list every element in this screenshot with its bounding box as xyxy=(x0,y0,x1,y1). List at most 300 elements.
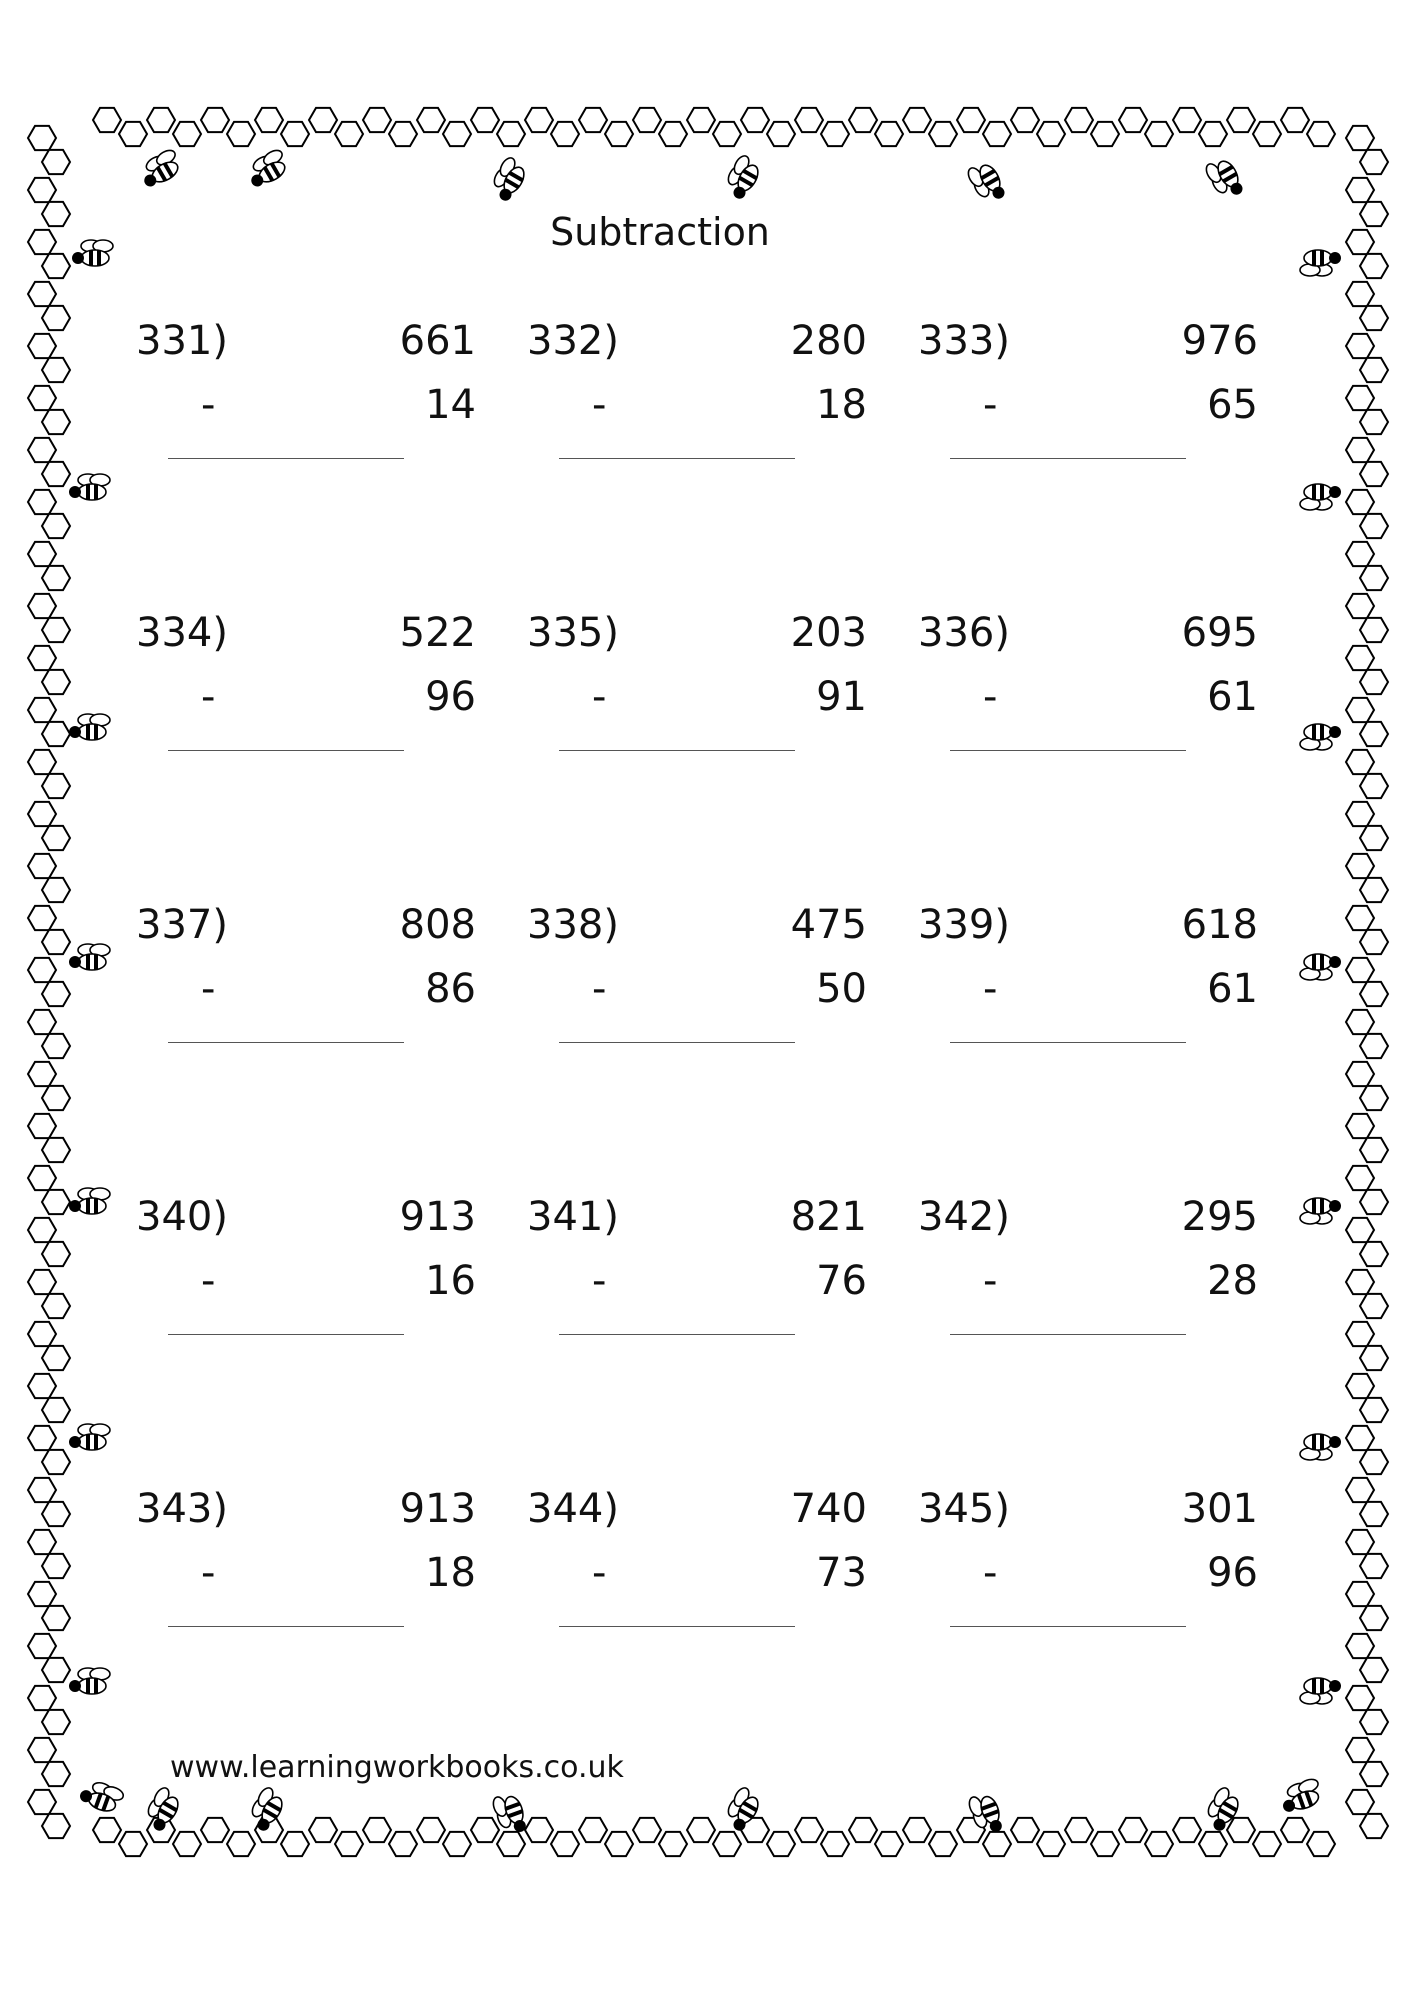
honeycomb-cell-icon xyxy=(767,1832,795,1856)
honeycomb-cell-icon xyxy=(741,108,769,132)
honeycomb-cell-icon xyxy=(1281,108,1309,132)
honeycomb-cell-icon xyxy=(1360,1034,1388,1058)
honeycomb-cell-icon xyxy=(1346,542,1374,566)
honeycomb-cell-icon xyxy=(1346,490,1374,514)
answer-line xyxy=(950,1626,1186,1627)
honeycomb-cell-icon xyxy=(983,122,1011,146)
honeycomb-cell-icon xyxy=(579,108,607,132)
honeycomb-cell-icon xyxy=(1346,438,1374,462)
honeycomb-cell-icon xyxy=(42,1606,70,1630)
problem-number: 343) xyxy=(136,1486,228,1532)
problem-number: 339) xyxy=(918,902,1010,948)
bee-icon xyxy=(1277,1777,1324,1815)
honeycomb-cell-icon xyxy=(42,1398,70,1422)
honeycomb-cell-icon xyxy=(1199,1832,1227,1856)
honeycomb-cell-icon xyxy=(309,1818,337,1842)
problem-item xyxy=(136,902,496,1102)
honeycomb-cell-icon xyxy=(28,958,56,982)
honeycomb-cell-icon xyxy=(1360,670,1388,694)
honeycomb-cell-icon xyxy=(42,982,70,1006)
honeycomb-cell-icon xyxy=(28,1270,56,1294)
honeycomb-cell-icon xyxy=(1346,1218,1374,1242)
problem-item xyxy=(918,610,1278,810)
honeycomb-cell-icon xyxy=(417,1818,445,1842)
honeycomb-cell-icon xyxy=(28,438,56,462)
honeycomb-cell-icon xyxy=(1346,646,1374,670)
honeycomb-cell-icon xyxy=(1346,126,1374,150)
subtrahend: 96 xyxy=(1207,1550,1258,1596)
honeycomb-cell-icon xyxy=(28,1790,56,1814)
subtrahend: 16 xyxy=(425,1258,476,1304)
honeycomb-cell-icon xyxy=(713,122,741,146)
honeycomb-cell-icon xyxy=(42,1294,70,1318)
answer-line xyxy=(168,750,404,751)
honeycomb-cell-icon xyxy=(1307,1832,1335,1856)
minus-sign: - xyxy=(592,1258,607,1304)
honeycomb-cell-icon xyxy=(28,178,56,202)
honeycomb-cell-icon xyxy=(1091,122,1119,146)
problem-item xyxy=(527,318,887,518)
problem-item xyxy=(918,1194,1278,1394)
problem-item xyxy=(136,318,496,518)
problem-item xyxy=(527,902,887,1102)
honeycomb-cell-icon xyxy=(28,542,56,566)
honeycomb-cell-icon xyxy=(605,122,633,146)
honeycomb-cell-icon xyxy=(42,358,70,382)
honeycomb-cell-icon xyxy=(1346,1062,1374,1086)
honeycomb-cell-icon xyxy=(1346,958,1374,982)
problem-number: 341) xyxy=(527,1194,619,1240)
honeycomb-cell-icon xyxy=(1346,1738,1374,1762)
honeycomb-cell-icon xyxy=(633,108,661,132)
honeycomb-cell-icon xyxy=(309,108,337,132)
honeycomb-cell-icon xyxy=(767,122,795,146)
honeycomb-cell-icon xyxy=(42,1086,70,1110)
honeycomb-cell-icon xyxy=(28,1478,56,1502)
minus-sign: - xyxy=(983,1258,998,1304)
bee-icon xyxy=(1300,724,1341,750)
honeycomb-cell-icon xyxy=(1011,108,1039,132)
subtrahend: 91 xyxy=(816,674,867,720)
honeycomb-cell-icon xyxy=(1360,878,1388,902)
honeycomb-cell-icon xyxy=(1227,108,1255,132)
honeycomb-cell-icon xyxy=(42,1034,70,1058)
honeycomb-cell-icon xyxy=(28,1738,56,1762)
honeycomb-cell-icon xyxy=(42,1138,70,1162)
honeycomb-cell-icon xyxy=(201,108,229,132)
honeycomb-cell-icon xyxy=(1346,1114,1374,1138)
honeycomb-cell-icon xyxy=(795,108,823,132)
minus-sign: - xyxy=(983,1550,998,1596)
honeycomb-cell-icon xyxy=(93,1818,121,1842)
honeycomb-cell-icon xyxy=(1360,306,1388,330)
minuend: 522 xyxy=(399,610,476,656)
honeycomb-cell-icon xyxy=(687,108,715,132)
honeycomb-cell-icon xyxy=(227,122,255,146)
honeycomb-cell-icon xyxy=(1281,1818,1309,1842)
answer-line xyxy=(559,458,795,459)
honeycomb-cell-icon xyxy=(1360,1138,1388,1162)
honeycomb-cell-icon xyxy=(1346,750,1374,774)
honeycomb-cell-icon xyxy=(1346,1374,1374,1398)
honeycomb-cell-icon xyxy=(28,750,56,774)
honeycomb-cell-icon xyxy=(1065,1818,1093,1842)
honeycomb-cell-icon xyxy=(1360,1814,1388,1838)
bee-icon xyxy=(487,155,530,204)
honeycomb-cell-icon xyxy=(42,1762,70,1786)
honeycomb-cell-icon xyxy=(1360,982,1388,1006)
honeycomb-cell-icon xyxy=(1346,1634,1374,1658)
honeycomb-cell-icon xyxy=(821,1832,849,1856)
honeycomb-cell-icon xyxy=(795,1818,823,1842)
honeycomb-cell-icon xyxy=(983,1832,1011,1856)
honeycomb-cell-icon xyxy=(1360,1294,1388,1318)
bee-icon xyxy=(69,1424,110,1450)
honeycomb-cell-icon xyxy=(849,1818,877,1842)
honeycomb-cell-icon xyxy=(525,108,553,132)
honeycomb-cell-icon xyxy=(1360,1086,1388,1110)
honeycomb-cell-icon xyxy=(1346,1478,1374,1502)
honeycomb-cell-icon xyxy=(1346,1010,1374,1034)
answer-line xyxy=(168,458,404,459)
bee-icon xyxy=(721,153,764,202)
problem-item xyxy=(918,902,1278,1102)
honeycomb-cell-icon xyxy=(147,108,175,132)
problem-number: 344) xyxy=(527,1486,619,1532)
honeycomb-cell-icon xyxy=(929,122,957,146)
honeycomb-cell-icon xyxy=(42,774,70,798)
bee-icon xyxy=(69,714,110,740)
honeycomb-cell-icon xyxy=(1346,386,1374,410)
honeycomb-cell-icon xyxy=(1199,122,1227,146)
bee-icon xyxy=(1300,954,1341,980)
honeycomb-cell-icon xyxy=(497,122,525,146)
honeycomb-cell-icon xyxy=(417,108,445,132)
honeycomb-cell-icon xyxy=(1091,1832,1119,1856)
honeycomb-cell-icon xyxy=(42,566,70,590)
honeycomb-cell-icon xyxy=(875,1832,903,1856)
honeycomb-cell-icon xyxy=(1346,1426,1374,1450)
honeycomb-cell-icon xyxy=(1227,1818,1255,1842)
honeycomb-cell-icon xyxy=(1360,254,1388,278)
honeycomb-cell-icon xyxy=(1037,122,1065,146)
honeycomb-cell-icon xyxy=(1346,282,1374,306)
honeycomb-cell-icon xyxy=(28,1010,56,1034)
honeycomb-cell-icon xyxy=(659,1832,687,1856)
bee-icon xyxy=(1300,1434,1341,1460)
honeycomb-cell-icon xyxy=(713,1832,741,1856)
honeycomb-cell-icon xyxy=(1346,594,1374,618)
honeycomb-cell-icon xyxy=(659,122,687,146)
problem-item xyxy=(136,1486,496,1686)
minus-sign: - xyxy=(201,674,216,720)
honeycomb-cell-icon xyxy=(1346,802,1374,826)
minuend: 301 xyxy=(1181,1486,1258,1532)
subtrahend: 86 xyxy=(425,966,476,1012)
answer-line xyxy=(559,1334,795,1335)
honeycomb-cell-icon xyxy=(28,854,56,878)
problem-number: 334) xyxy=(136,610,228,656)
honeycomb-cell-icon xyxy=(28,1374,56,1398)
minus-sign: - xyxy=(983,382,998,428)
honeycomb-cell-icon xyxy=(42,1814,70,1838)
subtrahend: 73 xyxy=(816,1550,867,1596)
honeycomb-cell-icon xyxy=(28,1114,56,1138)
subtrahend: 18 xyxy=(816,382,867,428)
honeycomb-cell-icon xyxy=(1346,854,1374,878)
honeycomb-cell-icon xyxy=(471,1818,499,1842)
subtrahend: 76 xyxy=(816,1258,867,1304)
honeycomb-cell-icon xyxy=(363,1818,391,1842)
bee-icon xyxy=(1300,1198,1341,1224)
honeycomb-cell-icon xyxy=(42,1554,70,1578)
problem-number: 335) xyxy=(527,610,619,656)
honeycomb-cell-icon xyxy=(903,1818,931,1842)
answer-line xyxy=(559,1042,795,1043)
honeycomb-cell-icon xyxy=(1037,1832,1065,1856)
bee-icon xyxy=(69,474,110,500)
honeycomb-cell-icon xyxy=(281,1832,309,1856)
answer-line xyxy=(950,1042,1186,1043)
honeycomb-cell-icon xyxy=(173,122,201,146)
answer-line xyxy=(950,750,1186,751)
honeycomb-cell-icon xyxy=(335,1832,363,1856)
answer-line xyxy=(950,1334,1186,1335)
honeycomb-cell-icon xyxy=(389,1832,417,1856)
bee-icon xyxy=(69,944,110,970)
bee-icon xyxy=(78,1777,125,1815)
honeycomb-cell-icon xyxy=(42,1450,70,1474)
minus-sign: - xyxy=(201,966,216,1012)
bee-icon xyxy=(965,158,1008,207)
bee-icon xyxy=(69,1668,110,1694)
subtrahend: 96 xyxy=(425,674,476,720)
bee-icon xyxy=(136,147,185,190)
honeycomb-cell-icon xyxy=(42,1242,70,1266)
honeycomb-cell-icon xyxy=(1360,514,1388,538)
honeycomb-cell-icon xyxy=(1253,1832,1281,1856)
problem-item xyxy=(918,318,1278,518)
honeycomb-cell-icon xyxy=(1360,1658,1388,1682)
problem-number: 345) xyxy=(918,1486,1010,1532)
honeycomb-cell-icon xyxy=(443,1832,471,1856)
bee-icon xyxy=(1300,484,1341,510)
honeycomb-cell-icon xyxy=(1360,566,1388,590)
honeycomb-cell-icon xyxy=(1360,1606,1388,1630)
honeycomb-cell-icon xyxy=(28,698,56,722)
minus-sign: - xyxy=(592,382,607,428)
honeycomb-cell-icon xyxy=(443,122,471,146)
honeycomb-cell-icon xyxy=(42,618,70,642)
honeycomb-cell-icon xyxy=(1307,122,1335,146)
problem-number: 337) xyxy=(136,902,228,948)
problem-item xyxy=(918,1486,1278,1686)
honeycomb-cell-icon xyxy=(42,826,70,850)
problem-number: 342) xyxy=(918,1194,1010,1240)
honeycomb-cell-icon xyxy=(255,108,283,132)
honeycomb-cell-icon xyxy=(119,122,147,146)
honeycomb-cell-icon xyxy=(579,1818,607,1842)
honeycomb-cell-icon xyxy=(93,108,121,132)
minus-sign: - xyxy=(983,674,998,720)
bee-icon xyxy=(1300,1678,1341,1704)
honeycomb-cell-icon xyxy=(281,122,309,146)
minus-sign: - xyxy=(201,1550,216,1596)
minuend: 695 xyxy=(1181,610,1258,656)
honeycomb-cell-icon xyxy=(849,108,877,132)
problem-number: 340) xyxy=(136,1194,228,1240)
honeycomb-cell-icon xyxy=(1360,1502,1388,1526)
minus-sign: - xyxy=(201,1258,216,1304)
minuend: 913 xyxy=(399,1486,476,1532)
honeycomb-cell-icon xyxy=(28,1634,56,1658)
honeycomb-cell-icon xyxy=(551,122,579,146)
minus-sign: - xyxy=(592,674,607,720)
honeycomb-cell-icon xyxy=(1346,1270,1374,1294)
honeycomb-cell-icon xyxy=(875,122,903,146)
subtrahend: 61 xyxy=(1207,966,1258,1012)
honeycomb-cell-icon xyxy=(1253,122,1281,146)
answer-line xyxy=(168,1626,404,1627)
minuend: 808 xyxy=(399,902,476,948)
answer-line xyxy=(559,1626,795,1627)
honeycomb-cell-icon xyxy=(1360,1554,1388,1578)
honeycomb-cell-icon xyxy=(1360,358,1388,382)
honeycomb-cell-icon xyxy=(1346,1582,1374,1606)
honeycomb-cell-icon xyxy=(42,306,70,330)
subtrahend: 18 xyxy=(425,1550,476,1596)
problem-number: 336) xyxy=(918,610,1010,656)
honeycomb-cell-icon xyxy=(1346,1322,1374,1346)
minuend: 913 xyxy=(399,1194,476,1240)
minuend: 976 xyxy=(1181,318,1258,364)
honeycomb-cell-icon xyxy=(1346,1686,1374,1710)
answer-line xyxy=(950,458,1186,459)
honeycomb-cell-icon xyxy=(1360,774,1388,798)
honeycomb-cell-icon xyxy=(42,410,70,434)
honeycomb-cell-icon xyxy=(1346,698,1374,722)
bee-icon xyxy=(243,147,292,190)
honeycomb-cell-icon xyxy=(1173,108,1201,132)
honeycomb-cell-icon xyxy=(28,594,56,618)
honeycomb-cell-icon xyxy=(119,1832,147,1856)
minuend: 618 xyxy=(1181,902,1258,948)
honeycomb-cell-icon xyxy=(173,1832,201,1856)
honeycomb-cell-icon xyxy=(42,514,70,538)
honeycomb-cell-icon xyxy=(687,1818,715,1842)
honeycomb-cell-icon xyxy=(1346,230,1374,254)
honeycomb-cell-icon xyxy=(42,878,70,902)
honeycomb-cell-icon xyxy=(1346,906,1374,930)
honeycomb-cell-icon xyxy=(389,122,417,146)
honeycomb-cell-icon xyxy=(28,1686,56,1710)
subtrahend: 28 xyxy=(1207,1258,1258,1304)
honeycomb-cell-icon xyxy=(1360,1346,1388,1370)
honeycomb-cell-icon xyxy=(42,1710,70,1734)
minus-sign: - xyxy=(983,966,998,1012)
honeycomb-cell-icon xyxy=(42,1658,70,1682)
minuend: 821 xyxy=(790,1194,867,1240)
subtrahend: 65 xyxy=(1207,382,1258,428)
minuend: 661 xyxy=(399,318,476,364)
honeycomb-cell-icon xyxy=(28,1530,56,1554)
problem-number: 338) xyxy=(527,902,619,948)
honeycomb-cell-icon xyxy=(201,1818,229,1842)
honeycomb-cell-icon xyxy=(1145,122,1173,146)
honeycomb-cell-icon xyxy=(28,1166,56,1190)
honeycomb-cell-icon xyxy=(1145,1832,1173,1856)
honeycomb-cell-icon xyxy=(1119,1818,1147,1842)
honeycomb-cell-icon xyxy=(1360,1398,1388,1422)
honeycomb-cell-icon xyxy=(1011,1818,1039,1842)
honeycomb-cell-icon xyxy=(28,802,56,826)
problem-item xyxy=(136,610,496,810)
honeycomb-cell-icon xyxy=(42,722,70,746)
honeycomb-cell-icon xyxy=(1346,1166,1374,1190)
honeycomb-cell-icon xyxy=(42,462,70,486)
problem-item xyxy=(527,610,887,810)
honeycomb-cell-icon xyxy=(42,1346,70,1370)
problem-number: 332) xyxy=(527,318,619,364)
minuend: 475 xyxy=(790,902,867,948)
honeycomb-cell-icon xyxy=(28,1322,56,1346)
honeycomb-cell-icon xyxy=(28,334,56,358)
honeycomb-cell-icon xyxy=(633,1818,661,1842)
bee-icon xyxy=(141,1785,184,1834)
honeycomb-cell-icon xyxy=(1346,178,1374,202)
honeycomb-cell-icon xyxy=(525,1818,553,1842)
minus-sign: - xyxy=(201,382,216,428)
honeycomb-cell-icon xyxy=(28,1218,56,1242)
answer-line xyxy=(559,750,795,751)
problem-number: 331) xyxy=(136,318,228,364)
honeycomb-cell-icon xyxy=(471,108,499,132)
honeycomb-cell-icon xyxy=(1360,202,1388,226)
honeycomb-cell-icon xyxy=(1360,150,1388,174)
honeycomb-cell-icon xyxy=(821,122,849,146)
honeycomb-cell-icon xyxy=(1360,1242,1388,1266)
honeycomb-cell-icon xyxy=(42,930,70,954)
honeycomb-cell-icon xyxy=(1360,462,1388,486)
problem-item xyxy=(136,1194,496,1394)
honeycomb-cell-icon xyxy=(605,1832,633,1856)
honeycomb-cell-icon xyxy=(1346,1530,1374,1554)
honeycomb-cell-icon xyxy=(42,1190,70,1214)
honeycomb-cell-icon xyxy=(1360,722,1388,746)
honeycomb-cell-icon xyxy=(227,1832,255,1856)
honeycomb-cell-icon xyxy=(28,126,56,150)
problem-number: 333) xyxy=(918,318,1010,364)
honeycomb-cell-icon xyxy=(42,254,70,278)
honeycomb-cell-icon xyxy=(28,490,56,514)
minus-sign: - xyxy=(592,1550,607,1596)
honeycomb-cell-icon xyxy=(903,108,931,132)
minuend: 740 xyxy=(790,1486,867,1532)
honeycomb-cell-icon xyxy=(1346,1790,1374,1814)
honeycomb-cell-icon xyxy=(1119,108,1147,132)
subtrahend: 14 xyxy=(425,382,476,428)
minuend: 295 xyxy=(1181,1194,1258,1240)
honeycomb-cell-icon xyxy=(1360,826,1388,850)
problem-item xyxy=(527,1194,887,1394)
honeycomb-cell-icon xyxy=(957,108,985,132)
answer-line xyxy=(168,1334,404,1335)
honeycomb-cell-icon xyxy=(1360,1450,1388,1474)
honeycomb-cell-icon xyxy=(28,282,56,306)
honeycomb-cell-icon xyxy=(551,1832,579,1856)
website-footer: www.learningworkbooks.co.uk xyxy=(170,1750,624,1785)
honeycomb-cell-icon xyxy=(42,150,70,174)
